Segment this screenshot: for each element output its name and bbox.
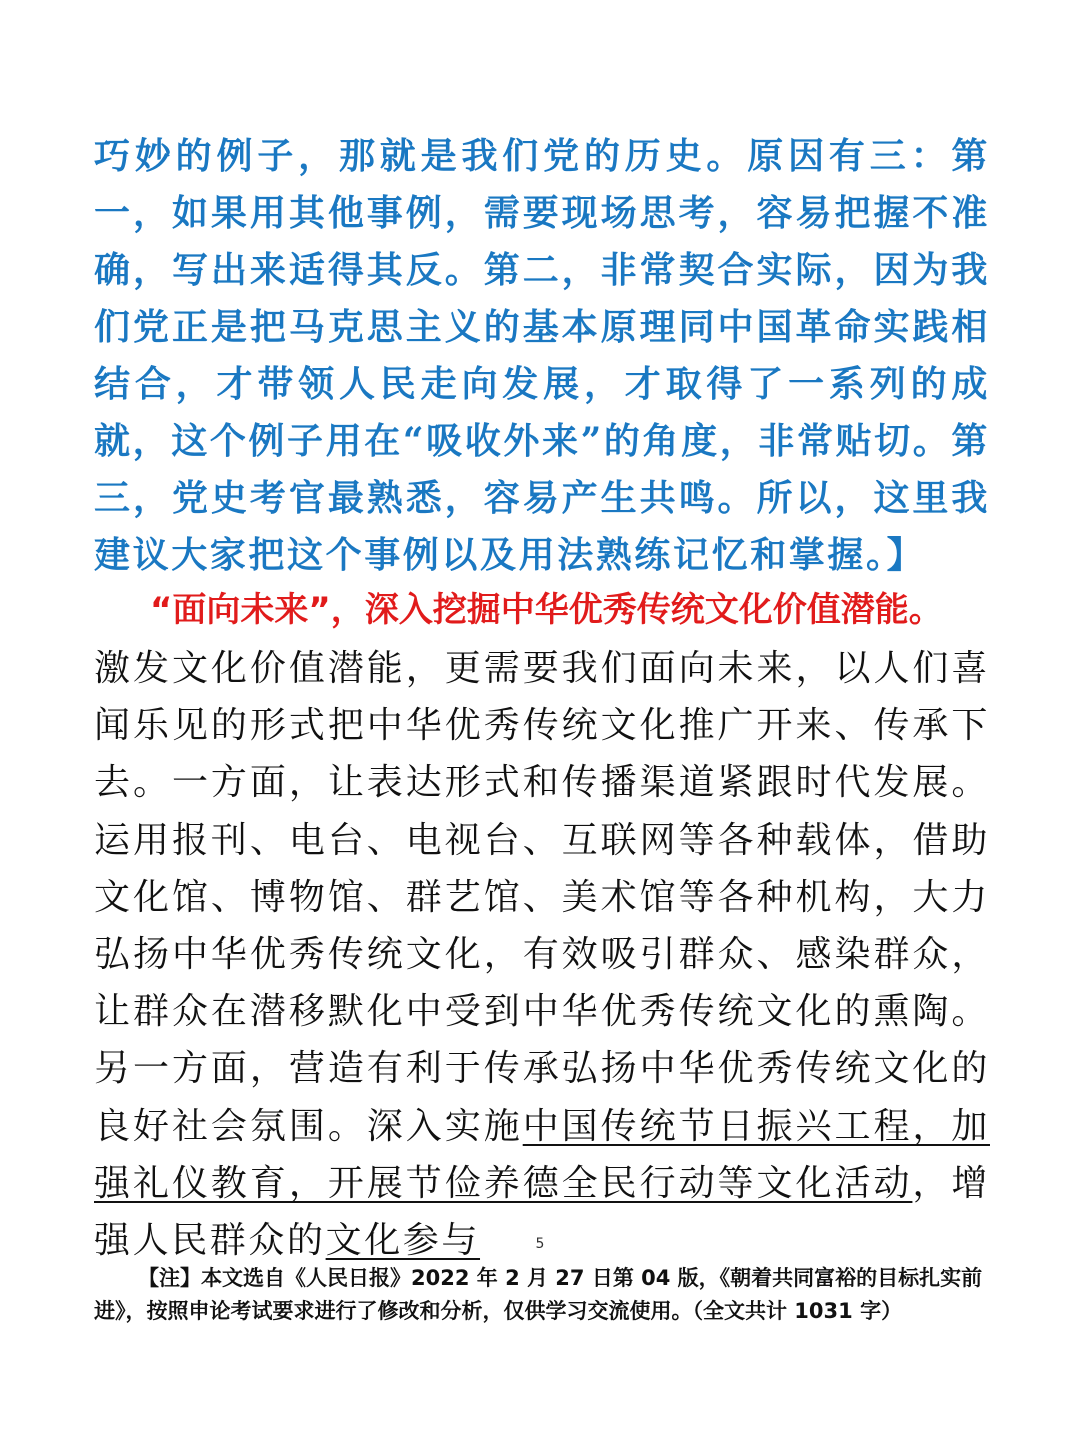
body-text-part1: 激发文化价值潜能，更需要我们面向未来，以人们喜闻乐见的形式把中华优秀传统文化推广开来、传承下去。一方面，让表达形式和传播渠道紧跟时代发展。运用报刊、电台、电视台、互联网等各种载体，借助文化馆、博物馆、群艺馆、美术馆等各种机构，大力弘扬中华优秀传统文化，有效吸引群众、感染群众，让群众在潜移默化中受到中华优秀传统文化的熏陶。另一方面，营造有利于传承弘扬中华优秀传统文化的良好社会氛围。深入实施	[94, 648, 990, 1147]
body-text-part2: ，增强人民群众的	[94, 1162, 990, 1262]
analysis-paragraph: 巧妙的例子，那就是我们党的历史。原因有三：第一，如果用其他事例，需要现场思考，容易把握不准确，写出来适得其反。第二，非常契合实际，因为我们党正是把马克思主义的基本原理同中国革命实践相结合，才带领人民走向发展，才取得了一系列的成就，这个例子用在“吸收外来”的角度，非常贴切。第三，党史考官最熟悉，容易产生共鸣。所以，这里我建议大家把这个事例以及用法熟练记忆和掌握。】	[94, 135, 990, 576]
footnote: 【注】本文选自《人民日报》2022 年 2 月 27 日第 04 版，《朝着共同富裕的目标扎实前进》，按照申论考试要求进行了修改和分析，仅供学习交流使用。（全文共计 1031 字）	[94, 1266, 983, 1323]
section-heading: “面向未来”，深入挖掘中华优秀传统文化价值潜能。	[150, 590, 943, 630]
underlined-phrase-2: 文化参与	[325, 1220, 481, 1262]
body-paragraph	[94, 640, 990, 1269]
page-number: 5	[535, 1236, 545, 1252]
underlined-phrase-1: 中国传统节日振兴工程，加强礼仪教育，开展节俭养德全民行动等文化活动	[94, 1105, 990, 1204]
